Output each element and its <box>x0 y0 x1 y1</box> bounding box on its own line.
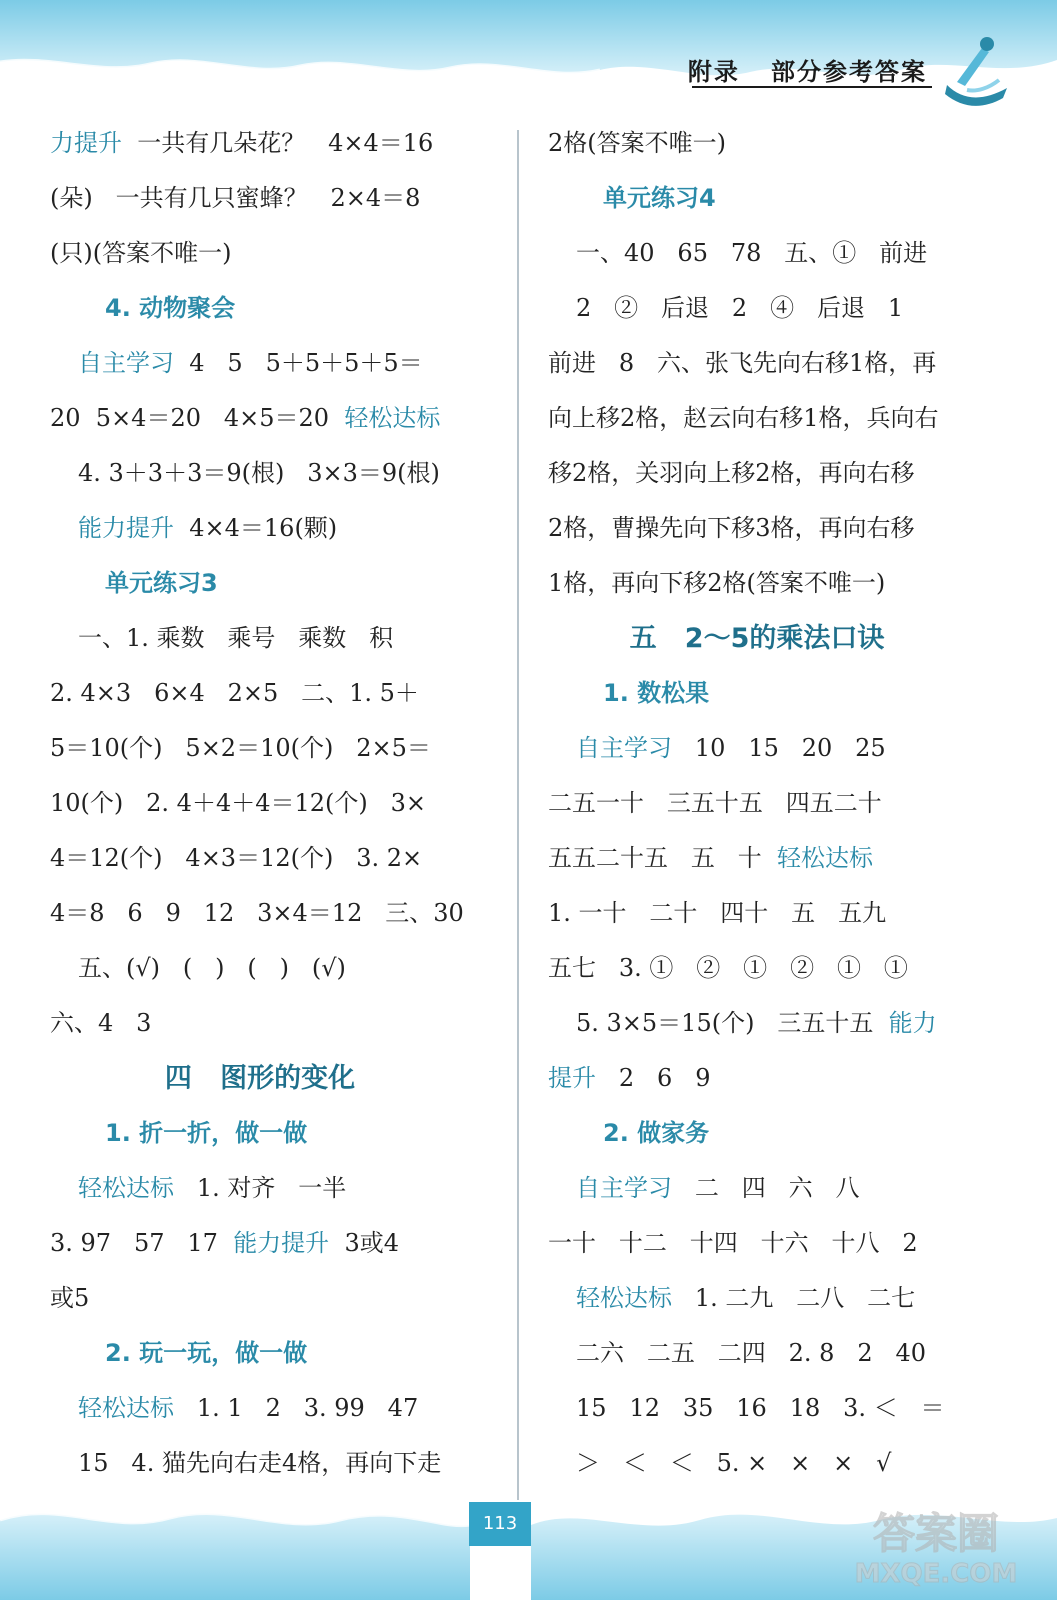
section-keyword: 自主学习 <box>78 349 174 377</box>
answer-text: 五五二十五 五 十 <box>548 844 778 872</box>
answer-line <box>50 1106 470 1161</box>
answer-line <box>548 501 966 556</box>
answer-line <box>50 996 470 1051</box>
header-rule <box>692 86 932 88</box>
answer-line <box>50 1326 470 1381</box>
answer-line <box>50 556 470 611</box>
answer-line <box>50 941 470 996</box>
answer-line <box>548 611 966 666</box>
chapter-heading: 五 2～5的乘法口诀 <box>629 623 885 654</box>
answer-line <box>548 666 966 721</box>
answer-line <box>50 611 470 666</box>
answer-text: 移2格，关羽向上移2格，再向右移 <box>548 459 915 487</box>
answer-text: 向上移2格，赵云向右移1格，兵向右 <box>548 404 939 432</box>
answer-text: 4 5 5＋5＋5＋5＝ <box>174 349 423 377</box>
answer-line <box>50 171 470 226</box>
watermark-url: MXQE.COM <box>854 1559 1018 1589</box>
answer-line <box>548 226 966 281</box>
answer-text: 二六 二五 二四 2. 8 2 40 <box>576 1339 927 1367</box>
answer-line <box>50 446 470 501</box>
answer-line <box>548 1106 966 1161</box>
section-keyword: 提升 <box>548 1064 596 1092</box>
answer-text: 4＝8 6 9 12 3×4＝12 三、30 <box>50 899 464 927</box>
answer-text: ＞ ＜ ＜ 5. × × × √ <box>576 1449 892 1477</box>
section-keyword: 能力 <box>888 1009 937 1037</box>
lesson-heading: 1. 折一折，做一做 <box>105 1119 308 1147</box>
answer-text: 5. 3×5＝15(个) 三五十五 <box>576 1009 889 1037</box>
answer-text: 10(个) 2. 4＋4＋4＝12(个) 3× <box>50 789 427 817</box>
section-keyword: 力提升 <box>50 129 122 157</box>
answer-text: 1. 二九 二八 二七 <box>672 1284 916 1312</box>
answer-line <box>548 556 966 611</box>
answer-line <box>50 1271 470 1326</box>
section-keyword: 能力提升 <box>78 514 174 542</box>
answer-text: 一、1. 乘数 乘号 乘数 积 <box>78 624 394 652</box>
answer-line <box>50 116 470 171</box>
answer-text: 六、4 3 <box>50 1009 152 1037</box>
answer-text: 一共有几朵花？ 4×4＝16 <box>122 129 434 157</box>
book-pen-logo-icon <box>937 30 1017 110</box>
watermark-title: 答案圈 <box>872 1509 1000 1558</box>
answer-text: 20 5×4＝20 4×5＝20 <box>50 404 345 432</box>
answer-line <box>548 1216 966 1271</box>
answer-line <box>50 1161 470 1216</box>
answer-line <box>548 281 966 336</box>
answer-line <box>50 666 470 721</box>
answer-line <box>548 886 966 941</box>
answer-text: 3或4 <box>329 1229 399 1257</box>
watermark-logo-icon <box>831 1500 1041 1590</box>
answer-line <box>50 831 470 886</box>
answer-line <box>548 1326 966 1381</box>
page-number: 113 <box>469 1502 531 1546</box>
section-keyword: 自主学习 <box>576 734 672 762</box>
answer-line <box>548 116 966 171</box>
answer-line <box>50 1381 470 1436</box>
answer-text: 15 12 35 16 18 3. ＜ ＝ <box>576 1394 945 1422</box>
answer-text: 10 15 20 25 <box>672 734 886 762</box>
answer-line <box>50 886 470 941</box>
answer-line <box>50 226 470 281</box>
answer-text: 1. 1 2 3. 99 47 <box>174 1394 419 1422</box>
answer-text: 1格，再向下移2格(答案不唯一) <box>548 569 886 597</box>
answer-text: 一十 十二 十四 十六 十八 2 <box>548 1229 918 1257</box>
lesson-heading: 2. 玩一玩，做一做 <box>105 1339 308 1367</box>
section-keyword: 轻松达标 <box>777 844 874 872</box>
answer-line <box>548 391 966 446</box>
answer-text: 前进 8 六、张飞先向右移1格，再 <box>548 349 937 377</box>
answer-line <box>548 1381 966 1436</box>
answer-text: 二 四 六 八 <box>672 1174 860 1202</box>
answer-line <box>548 941 966 996</box>
answer-line <box>50 501 470 556</box>
lesson-heading: 单元练习4 <box>603 184 716 212</box>
answer-line <box>548 996 966 1051</box>
section-keyword: 轻松达标 <box>78 1394 174 1422</box>
section-keyword: 能力提升 <box>233 1229 330 1257</box>
answer-text: 4＝12(个) 4×3＝12(个) 3. 2× <box>50 844 423 872</box>
answer-line <box>50 281 470 336</box>
answer-text: 4×4＝16(颗) <box>174 514 338 542</box>
answer-line <box>548 1051 966 1106</box>
lesson-heading: 4. 动物聚会 <box>105 294 236 322</box>
answer-line <box>548 1161 966 1216</box>
answer-line <box>50 1216 470 1271</box>
answer-text: 3. 97 57 17 <box>50 1229 234 1257</box>
answer-line <box>50 776 470 831</box>
chapter-heading: 四 图形的变化 <box>164 1063 356 1094</box>
answer-text: (朵) 一共有几只蜜蜂？ 2×4＝8 <box>50 184 421 212</box>
answer-text: 1. 一十 二十 四十 五 五九 <box>548 899 887 927</box>
answer-line <box>50 721 470 776</box>
lesson-heading: 1. 数松果 <box>603 679 710 707</box>
answer-text: 五、(√) ( ) ( ) (√) <box>78 954 346 982</box>
answer-line <box>50 1051 470 1106</box>
right-column <box>548 116 966 1491</box>
answer-text: (只)(答案不唯一) <box>50 239 232 267</box>
section-keyword: 轻松达标 <box>344 404 441 432</box>
answer-text: 1. 对齐 一半 <box>174 1174 347 1202</box>
answer-line <box>548 721 966 776</box>
answer-line <box>548 446 966 501</box>
answer-text: 15 4. 猫先向右走4格，再向下走 <box>78 1449 442 1477</box>
answer-line <box>548 1271 966 1326</box>
answer-text: 4. 3＋3＋3＝9(根) 3×3＝9(根) <box>78 459 440 487</box>
answer-text: 2. 4×3 6×4 2×5 二、1. 5＋ <box>50 679 419 707</box>
answer-text: 或5 <box>50 1284 90 1312</box>
lesson-heading: 2. 做家务 <box>603 1119 710 1147</box>
answer-text: 2格(答案不唯一) <box>548 129 726 157</box>
answer-line <box>548 831 966 886</box>
answer-text: 一、40 65 78 五、① 前进 <box>576 239 928 267</box>
header-title: 附录 部分参考答案 <box>687 58 927 86</box>
answer-line <box>50 391 470 446</box>
lesson-heading: 单元练习3 <box>105 569 218 597</box>
answer-text: 五七 3. ① ② ① ② ① ① <box>548 954 908 982</box>
answer-text: 2 6 9 <box>596 1064 711 1092</box>
left-column <box>50 116 470 1491</box>
section-keyword: 轻松达标 <box>576 1284 672 1312</box>
answer-line <box>548 171 966 226</box>
section-keyword: 轻松达标 <box>78 1174 174 1202</box>
answer-text: 2格，曹操先向下移3格，再向右移 <box>548 514 915 542</box>
answer-line <box>548 336 966 391</box>
section-keyword: 自主学习 <box>576 1174 672 1202</box>
answer-text: 2 ② 后退 2 ④ 后退 1 <box>576 294 904 322</box>
answer-text: 二五一十 三五十五 四五二十 <box>548 789 882 817</box>
answer-line <box>50 336 470 391</box>
answer-text: 5＝10(个) 5×2＝10(个) 2×5＝ <box>50 734 431 762</box>
column-divider <box>517 130 519 1500</box>
answer-line <box>548 776 966 831</box>
